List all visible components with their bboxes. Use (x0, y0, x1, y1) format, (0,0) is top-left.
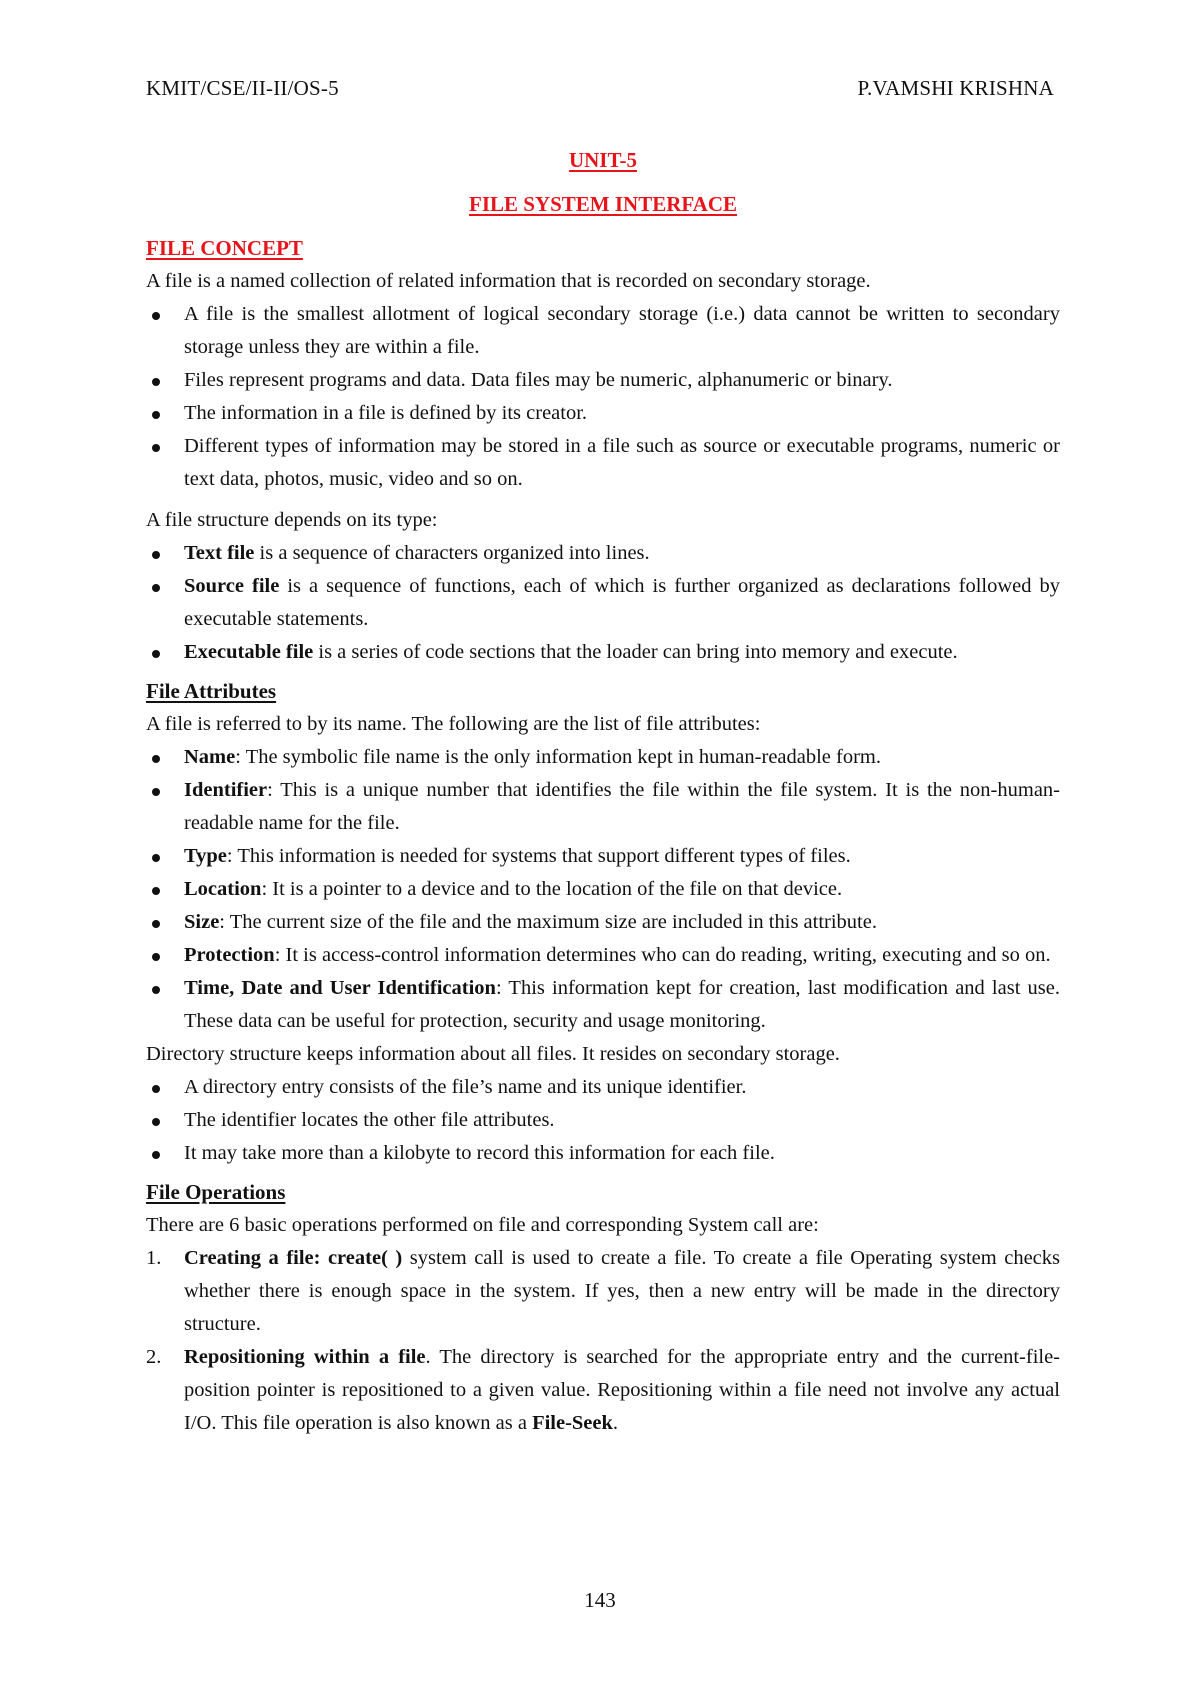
bullet-icon (152, 1118, 160, 1126)
list-item-text: The identifier locates the other file attributes. (184, 1109, 555, 1131)
list-item (146, 397, 1060, 430)
directory-bullets (146, 1071, 1060, 1170)
file-attributes-intro: A file is referred to by its name. The following are the list of file attributes: (146, 713, 761, 735)
file-concept-heading: FILE CONCEPT (146, 236, 303, 260)
term: Creating a file: create( ) (184, 1247, 403, 1269)
definition: : It is a pointer to a device and to the location of the file on that device. (261, 878, 843, 900)
definition-tail: . (612, 1412, 619, 1434)
list-item (146, 570, 1060, 636)
list-item (146, 873, 1060, 906)
bullet-icon (152, 953, 160, 961)
bullet-icon (152, 788, 160, 796)
list-item (146, 1071, 1060, 1104)
term: Size (184, 911, 220, 933)
definition: : The symbolic file name is the only information kept in human-readable form. (235, 746, 882, 768)
bullet-icon (152, 755, 160, 763)
definition: : The current size of the file and the maximum size are included in this attribute. (219, 911, 877, 933)
bullet-icon (152, 411, 160, 419)
definition: system call is used to create a file. To create a file Operating system checks whether there is enough space in the system. If yes, then a new entry will be made in the directory structure. (184, 1247, 1060, 1335)
list-item (146, 430, 1060, 496)
definition: : This information is needed for systems that support different types of files. (226, 845, 851, 867)
list-item (146, 1137, 1060, 1170)
unit-title: UNIT-5 (568, 148, 638, 172)
bullet-icon (152, 444, 160, 452)
bullet-icon (152, 920, 160, 928)
list-item (146, 1341, 1060, 1440)
list-item (146, 1104, 1060, 1137)
chapter-title: FILE SYSTEM INTERFACE (469, 192, 737, 216)
item-number: 2. (146, 1346, 162, 1368)
list-item (146, 364, 1060, 397)
definition: is a sequence of characters organized into lines. (254, 542, 650, 564)
bullet-icon (152, 1085, 160, 1093)
definition: . The directory is searched for the appropriate entry and the current-file-position pointer is repositioned to a given value. Repositioning within a file need not involve any actual I/O. This file operation is also known as a (184, 1346, 1061, 1434)
list-item-text: It may take more than a kilobyte to record this information for each file. (184, 1142, 775, 1164)
list-item (146, 774, 1060, 840)
term-secondary: File-Seek (532, 1412, 613, 1434)
bullet-icon (152, 312, 160, 320)
term: Text file (184, 542, 255, 564)
file-operations-list (146, 1242, 1060, 1440)
list-item (146, 972, 1060, 1038)
bullet-icon (152, 650, 160, 658)
bullet-icon (152, 986, 160, 994)
page-content (146, 144, 1060, 1440)
header-author: P.VAMSHI KRISHNA (857, 76, 1054, 100)
definition: is a series of code sections that the loader can bring into memory and execute. (313, 641, 958, 663)
term: Protection (184, 944, 275, 966)
list-item (146, 906, 1060, 939)
bullet-icon (152, 887, 160, 895)
term: Location (184, 878, 262, 900)
list-item (146, 636, 1060, 669)
item-number: 1. (146, 1247, 162, 1269)
list-item (146, 537, 1060, 570)
bullet-icon (152, 378, 160, 386)
term: Repositioning within a file (184, 1346, 426, 1368)
header-course-code: KMIT/CSE/II-II/OS-5 (146, 76, 339, 100)
file-operations-heading: File Operations (146, 1180, 286, 1204)
term: Source file (184, 575, 280, 597)
file-attributes-heading: File Attributes (146, 679, 277, 703)
list-item-text: Files represent programs and data. Data files may be numeric, alphanumeric or binary. (184, 369, 893, 391)
list-item-text: A directory entry consists of the file’s name and its unique identifier. (184, 1076, 747, 1098)
page-number: 143 (584, 1588, 616, 1612)
term: Time, Date and User Identification (184, 977, 496, 999)
definition: is a sequence of functions, each of which is further organized as declarations followed by executable statements. (184, 575, 1060, 630)
file-concept-bullets (146, 298, 1060, 496)
term: Executable file (184, 641, 314, 663)
bullet-icon (152, 551, 160, 559)
bullet-icon (152, 854, 160, 862)
file-operations-intro: There are 6 basic operations performed on file and corresponding System call are: (146, 1214, 819, 1236)
definition: : This information kept for creation, last modification and last use. These data can be useful for protection, security and usage monitoring. (184, 977, 1060, 1032)
bullet-icon (152, 584, 160, 592)
list-item (146, 1242, 1060, 1341)
list-item (146, 939, 1060, 972)
file-structure-intro: A file structure depends on its type: (146, 509, 438, 531)
list-item (146, 840, 1060, 873)
list-item (146, 741, 1060, 774)
term: Type (184, 845, 227, 867)
definition: : It is access-control information determines who can do reading, writing, executing and so on. (274, 944, 1051, 966)
file-attributes-bullets (146, 741, 1060, 1038)
list-item (146, 298, 1060, 364)
bullet-icon (152, 1151, 160, 1159)
file-concept-intro: A file is a named collection of related information that is recorded on secondary storage. (146, 270, 871, 292)
list-item-text: Different types of information may be stored in a file such as source or executable programs, numeric or text data, photos, music, video and so on. (184, 435, 1060, 490)
list-item-text: A file is the smallest allotment of logical secondary storage (i.e.) data cannot be written to secondary storage unless they are within a file. (184, 303, 1060, 358)
directory-intro: Directory structure keeps information about all files. It resides on secondary storage. (146, 1043, 840, 1065)
list-item-text: The information in a file is defined by its creator. (184, 402, 588, 424)
definition: : This is a unique number that identifies the file within the file system. It is the non-human-readable name for the file. (184, 779, 1060, 834)
page-header (146, 76, 1054, 102)
term: Identifier (184, 779, 268, 801)
file-structure-bullets (146, 537, 1060, 669)
term: Name (184, 746, 236, 768)
